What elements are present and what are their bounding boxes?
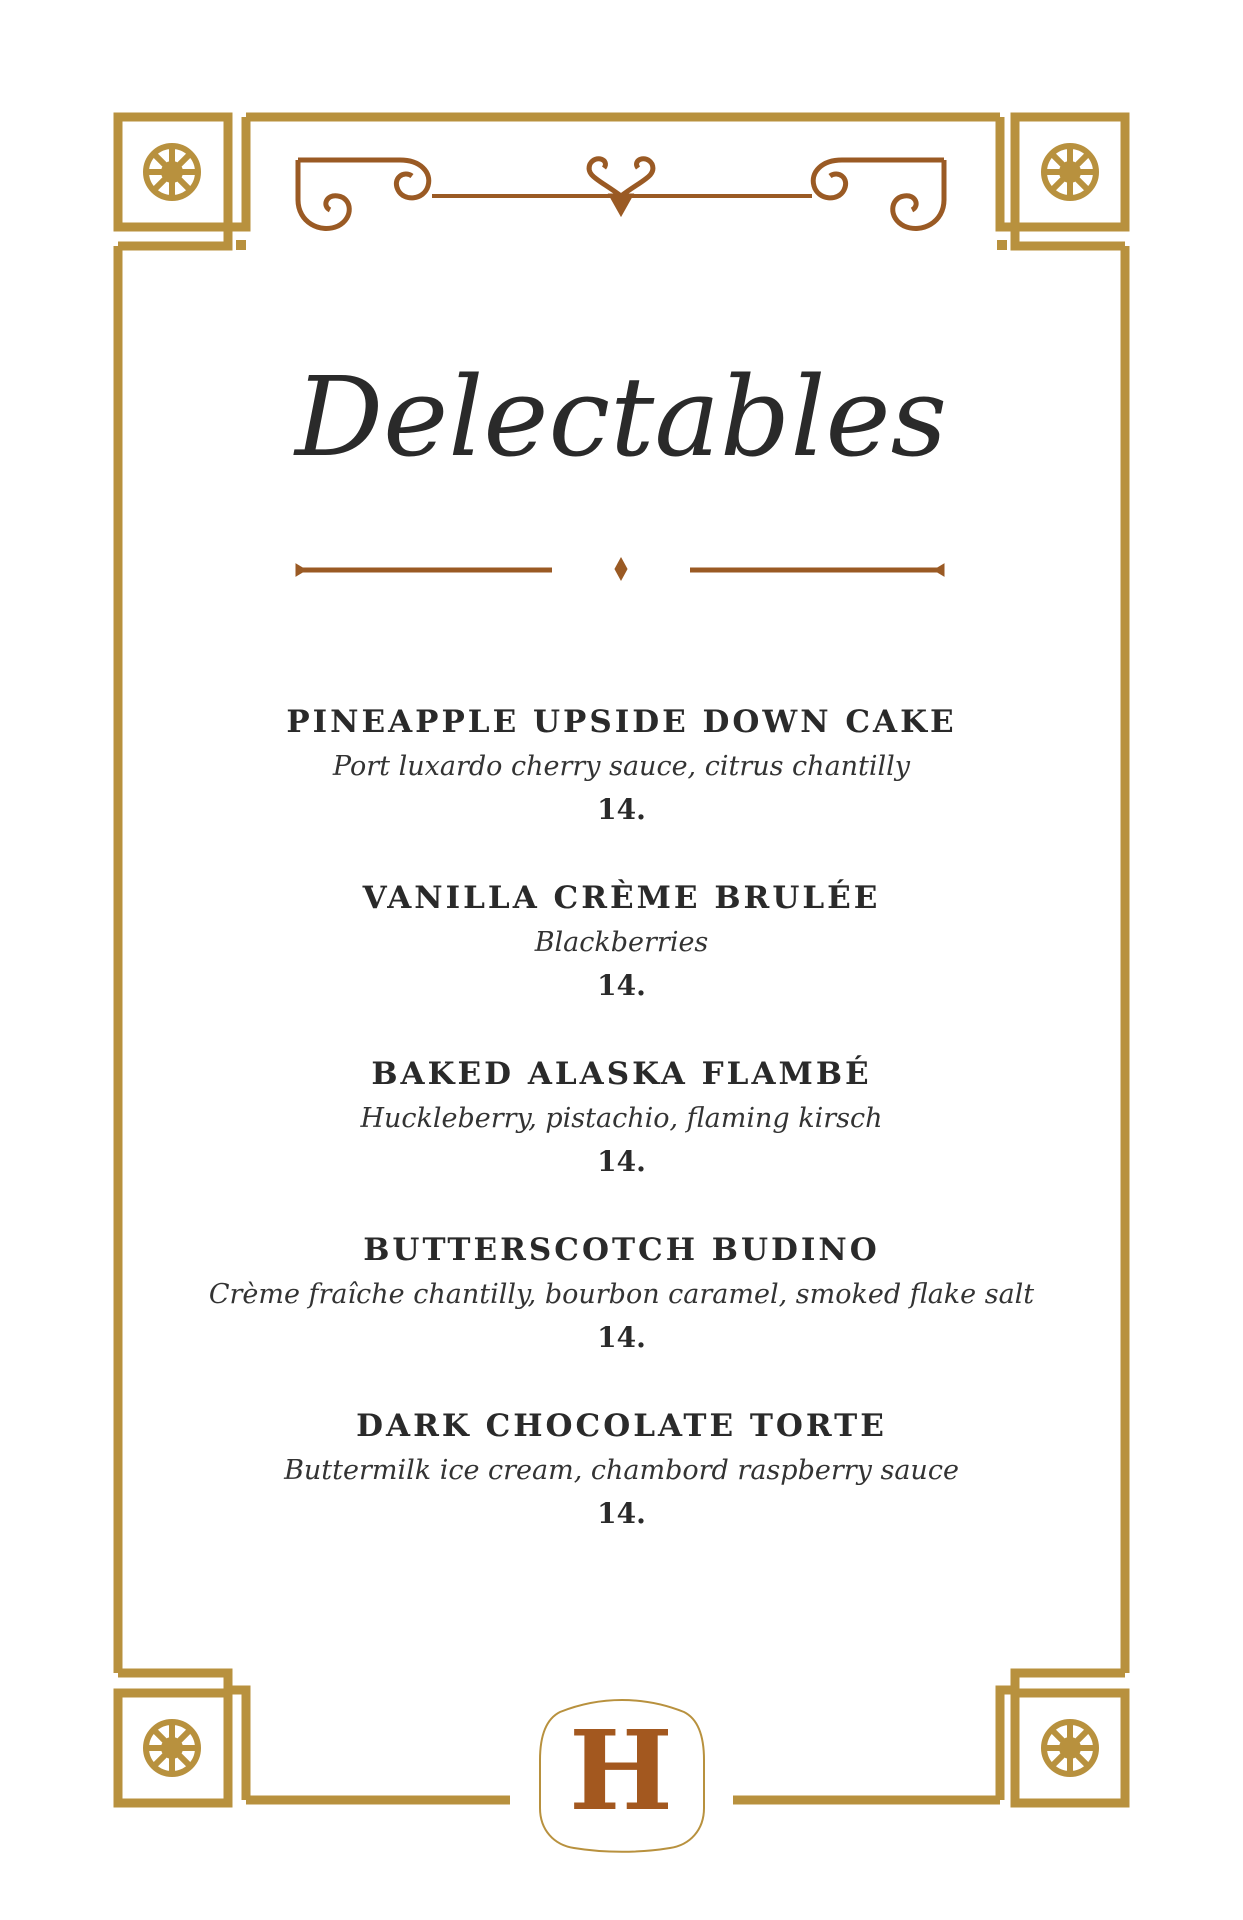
- menu-item: [0, 1230, 1243, 1360]
- item-description: Buttermilk ice cream, chambord raspberry sauce: [284, 1455, 959, 1486]
- item-price: 14.: [597, 793, 646, 826]
- item-price: 14.: [597, 1321, 646, 1354]
- menu-item: [0, 1054, 1243, 1184]
- item-description: Crème fraîche chantilly, bourbon caramel, smoked flake salt: [208, 1279, 1035, 1310]
- top-scroll-ornament-icon: [298, 159, 944, 229]
- item-description: Blackberries: [534, 927, 709, 958]
- item-price: 14.: [597, 969, 646, 1002]
- title-divider: [296, 558, 944, 580]
- item-name: PINEAPPLE UPSIDE DOWN CAKE: [286, 704, 957, 740]
- menu-title: [0, 320, 1243, 520]
- rosette-icon: [146, 1722, 198, 1774]
- rosette-icon: [146, 146, 198, 198]
- item-price: 14.: [597, 1497, 646, 1530]
- item-name: BUTTERSCOTCH BUDINO: [363, 1232, 880, 1268]
- menu-item: [0, 702, 1243, 832]
- logo-badge: [537, 1692, 705, 1850]
- item-description: Port luxardo cherry sauce, citrus chantilly: [332, 751, 911, 782]
- item-name: VANILLA CRÈME BRULÉE: [362, 880, 881, 916]
- menu-title-text: Delectables: [294, 353, 948, 481]
- item-price: 14.: [597, 1145, 646, 1178]
- rosette-icon: [1044, 146, 1096, 198]
- menu-item: [0, 1406, 1243, 1536]
- item-name: BAKED ALASKA FLAMBÉ: [371, 1056, 872, 1092]
- logo-letter: H: [569, 1706, 673, 1835]
- menu-item: [0, 878, 1243, 1008]
- item-description: Huckleberry, pistachio, flaming kirsch: [360, 1103, 883, 1134]
- item-name: DARK CHOCOLATE TORTE: [356, 1408, 887, 1444]
- rosette-icon: [1044, 1722, 1096, 1774]
